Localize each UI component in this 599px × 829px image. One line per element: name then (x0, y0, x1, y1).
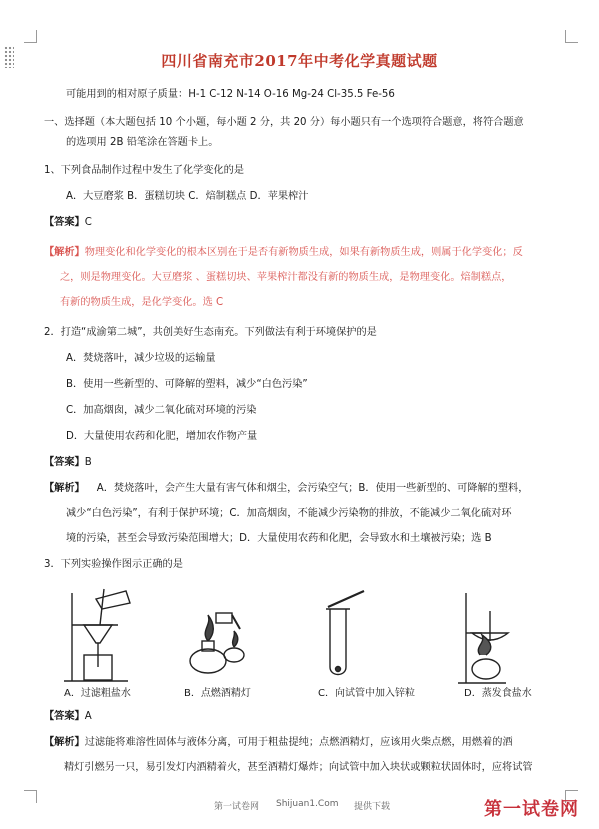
page-corner-mark (565, 30, 578, 43)
figure-label-c: C．向试管中加入锌粒 (318, 688, 415, 699)
evaporation-apparatus-icon (458, 593, 508, 683)
question-1-analysis-line3: 有新的物质生成，是化学变化。选 C (60, 297, 224, 308)
section-heading-line2: 的选项用 2B 铅笔涂在答题卡上。 (66, 137, 219, 148)
question-2-option-d: D．大量使用农药和化肥，增加农作物产量 (66, 431, 258, 442)
question-2-stem: 2．打造“成渝第二城”，共创美好生态南充。下列做法有利于环境保护的是 (44, 327, 377, 338)
footer-provider-text: 提供下载 (354, 802, 391, 812)
page-corner-mark (24, 30, 37, 43)
brand-watermark: 第一试卷网 (484, 799, 579, 820)
alcohol-lamp-lighting-icon (190, 613, 244, 673)
footer-site-name: 第一试卷网 (214, 802, 260, 812)
analysis-text: A．焚烧落叶，会产生大量有害气体和烟尘，会污染空气；B．使用一些新型的、可降解的塑料， (96, 483, 529, 494)
question-2-option-b: B．使用一些新型的、可降解的塑料，减少“白色污染” (66, 379, 308, 390)
figure-label-d: D．蒸发食盐水 (464, 688, 532, 699)
figure-label-b: B．点燃酒精灯 (184, 688, 251, 699)
footer-site-url[interactable]: Shijuan1.Com (276, 799, 339, 809)
question-1-analysis-line2: 之，则是物理变化。大豆磨浆 、蛋糕切块、苹果榨汁都没有新的物质生成，是物理变化。焙制糕点， (60, 272, 512, 283)
answer-value: C (84, 217, 92, 228)
page-title: 四川省南充市2017年中考化学真题试题 (161, 52, 438, 70)
analysis-label: 【解析】 (44, 247, 85, 258)
answer-value: A (84, 711, 92, 722)
question-2-analysis-line3: 境的污染，甚至会导致污染范围增大；D．大量使用农药和化肥，会导致水和土壤被污染；选 B (66, 533, 492, 544)
question-2-option-c: C．加高烟囱，减少二氧化硫对环境的污染 (66, 405, 257, 416)
question-1-analysis-line1 (44, 246, 523, 260)
analysis-label: 【解析】 (44, 483, 85, 494)
question-2-option-a: A．焚烧落叶，减少垃圾的运输量 (66, 353, 216, 364)
analysis-label: 【解析】 (44, 737, 85, 748)
analysis-text: 物理变化和化学变化的根本区别在于是否有新物质生成，如果有新物质生成，则属于化学变化；反 (84, 247, 523, 258)
question-3-analysis-line2: 精灯引燃另一只，易引发灯内酒精着火，甚至酒精灯爆炸；向试管中加入块状或颗粒状固体时，应将试管 (64, 762, 533, 773)
question-2-answer (44, 456, 92, 470)
answer-label: 【答案】 (44, 217, 85, 228)
test-tube-icon (326, 591, 364, 675)
question-2-analysis-line1 (44, 482, 528, 496)
answer-label: 【答案】 (44, 711, 85, 722)
answer-label: 【答案】 (44, 457, 85, 468)
question-3-analysis-line1 (44, 736, 513, 750)
answer-value: B (84, 457, 92, 468)
figure-label-a: A．过滤粗盐水 (64, 688, 131, 699)
question-1-answer (44, 216, 92, 230)
experiment-figures (0, 585, 599, 695)
question-3-answer (44, 710, 92, 724)
question-1-options: A．大豆磨浆 B．蛋糕切块 C．焙制糕点 D．苹果榨汁 (66, 191, 309, 202)
question-1-stem: 1、下列食品制作过程中发生了化学变化的是 (44, 165, 245, 176)
analysis-text: 过滤能将难溶性固体与液体分离，可用于粗盐提纯；点燃酒精灯，应该用火柴点燃，用燃着的酒 (84, 737, 513, 748)
atomic-mass-line: 可能用到的相对原子质量：H-1 C-12 N-14 O-16 Mg-24 Cl-35.5 Fe-56 (66, 89, 395, 100)
section-heading-line1: 一、选择题（本大题包括 10 个小题，每小题 2 分，共 20 分）每小题只有一个选项符合题意，将符合题意 (44, 117, 524, 128)
question-2-analysis-line2: 减少“白色污染”，有利于保护环境；C．加高烟囱，不能减少污染物的排放，不能减少二氧化硫对环 (66, 508, 512, 519)
filtration-apparatus-icon (64, 589, 130, 681)
question-3-stem: 3．下列实验操作图示正确的是 (44, 559, 183, 570)
